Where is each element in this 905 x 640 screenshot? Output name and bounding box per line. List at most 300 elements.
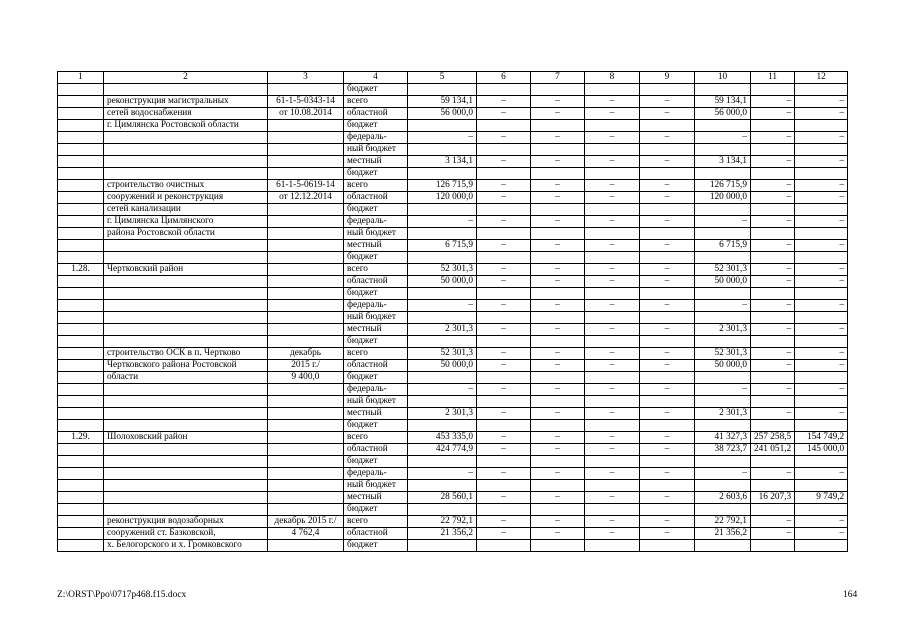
amount-col10: – xyxy=(695,300,751,312)
row-number xyxy=(58,240,104,252)
amount-col6 xyxy=(477,396,531,408)
object-name xyxy=(104,84,268,96)
document-ref xyxy=(268,324,344,336)
amount-col12: – xyxy=(795,528,848,540)
amount-col8: – xyxy=(585,240,640,252)
amount-col11: – xyxy=(751,240,795,252)
column-number: 1 xyxy=(58,72,104,84)
table-row xyxy=(58,144,848,156)
row-number xyxy=(58,132,104,144)
row-number xyxy=(58,228,104,240)
amount-col8: – xyxy=(585,384,640,396)
amount-total: 2 301,3 xyxy=(408,408,477,420)
column-number: 12 xyxy=(795,72,848,84)
table-row xyxy=(58,324,848,336)
funding-source: местный xyxy=(344,408,408,420)
amount-total xyxy=(408,204,477,216)
object-name xyxy=(104,312,268,324)
row-number xyxy=(58,372,104,384)
document-ref: от 12.12.2014 xyxy=(268,192,344,204)
table-row xyxy=(58,312,848,324)
amount-col7 xyxy=(531,396,585,408)
object-name: строительство очистных xyxy=(104,180,268,192)
table-row xyxy=(58,120,848,132)
amount-col8: – xyxy=(585,192,640,204)
amount-col6: – xyxy=(477,444,531,456)
amount-col6: – xyxy=(477,156,531,168)
row-number xyxy=(58,420,104,432)
amount-col10: 41 327,3 xyxy=(695,432,751,444)
amount-total xyxy=(408,540,477,552)
table-row xyxy=(58,156,848,168)
amount-col7 xyxy=(531,456,585,468)
amount-col11 xyxy=(751,480,795,492)
amount-col6: – xyxy=(477,468,531,480)
document-ref: 61-1-5-0619-14 xyxy=(268,180,344,192)
amount-col8: – xyxy=(585,408,640,420)
object-name: реконструкция магистральных xyxy=(104,96,268,108)
amount-total: 21 356,2 xyxy=(408,528,477,540)
amount-total xyxy=(408,168,477,180)
object-name xyxy=(104,396,268,408)
amount-col7: – xyxy=(531,156,585,168)
amount-total: 50 000,0 xyxy=(408,360,477,372)
row-number xyxy=(58,456,104,468)
amount-col11: 241 051,2 xyxy=(751,444,795,456)
amount-col8: – xyxy=(585,180,640,192)
amount-total xyxy=(408,84,477,96)
amount-col10: 3 134,1 xyxy=(695,156,751,168)
amount-col12: – xyxy=(795,156,848,168)
row-number xyxy=(58,312,104,324)
amount-col10: 120 000,0 xyxy=(695,192,751,204)
amount-col11: – xyxy=(751,360,795,372)
amount-col12: 145 000,0 xyxy=(795,444,848,456)
table-row xyxy=(58,264,848,276)
amount-col8 xyxy=(585,144,640,156)
document-ref: 2015 г./ xyxy=(268,360,344,372)
amount-col11 xyxy=(751,204,795,216)
table-row xyxy=(58,468,848,480)
object-name xyxy=(104,492,268,504)
amount-col8: – xyxy=(585,348,640,360)
amount-col11: – xyxy=(751,180,795,192)
amount-col7: – xyxy=(531,324,585,336)
amount-col11 xyxy=(751,84,795,96)
amount-col10: 21 356,2 xyxy=(695,528,751,540)
amount-col6 xyxy=(477,120,531,132)
document-ref xyxy=(268,492,344,504)
amount-col6 xyxy=(477,480,531,492)
column-number: 7 xyxy=(531,72,585,84)
amount-col7: – xyxy=(531,360,585,372)
document-ref xyxy=(268,456,344,468)
object-name xyxy=(104,420,268,432)
amount-col8 xyxy=(585,252,640,264)
object-name xyxy=(104,168,268,180)
amount-col12 xyxy=(795,504,848,516)
row-number xyxy=(58,396,104,408)
amount-col8 xyxy=(585,288,640,300)
amount-col9: – xyxy=(640,384,695,396)
column-number: 9 xyxy=(640,72,695,84)
object-name: г. Цимлянска Ростовской области xyxy=(104,120,268,132)
amount-col12 xyxy=(795,204,848,216)
object-name xyxy=(104,456,268,468)
funding-source: областной xyxy=(344,276,408,288)
amount-col12 xyxy=(795,540,848,552)
amount-col7 xyxy=(531,504,585,516)
amount-col12 xyxy=(795,312,848,324)
table-row xyxy=(58,252,848,264)
amount-col12 xyxy=(795,120,848,132)
amount-total xyxy=(408,144,477,156)
amount-total xyxy=(408,288,477,300)
row-number xyxy=(58,144,104,156)
document-ref xyxy=(268,168,344,180)
funding-source: федераль- xyxy=(344,216,408,228)
amount-col7 xyxy=(531,120,585,132)
amount-col12: – xyxy=(795,132,848,144)
table-row xyxy=(58,396,848,408)
funding-source: ный бюджет xyxy=(344,312,408,324)
table-row xyxy=(58,216,848,228)
funding-source: ный бюджет xyxy=(344,228,408,240)
amount-col7: – xyxy=(531,276,585,288)
amount-col11 xyxy=(751,372,795,384)
funding-source: всего xyxy=(344,432,408,444)
amount-col8: – xyxy=(585,528,640,540)
amount-col10 xyxy=(695,480,751,492)
amount-col11 xyxy=(751,120,795,132)
amount-col8 xyxy=(585,456,640,468)
document-ref xyxy=(268,240,344,252)
table-row xyxy=(58,108,848,120)
table-row xyxy=(58,504,848,516)
amount-col9 xyxy=(640,312,695,324)
row-number xyxy=(58,540,104,552)
amount-col7 xyxy=(531,204,585,216)
amount-col12: – xyxy=(795,264,848,276)
amount-col8: – xyxy=(585,108,640,120)
amount-total xyxy=(408,456,477,468)
amount-col9 xyxy=(640,228,695,240)
row-number xyxy=(58,408,104,420)
amount-col8: – xyxy=(585,96,640,108)
amount-col8 xyxy=(585,480,640,492)
document-ref: от 10.08.2014 xyxy=(268,108,344,120)
amount-total: 50 000,0 xyxy=(408,276,477,288)
amount-col12: – xyxy=(795,276,848,288)
amount-col6 xyxy=(477,84,531,96)
column-number: 3 xyxy=(268,72,344,84)
row-number xyxy=(58,276,104,288)
document-ref xyxy=(268,408,344,420)
amount-total xyxy=(408,480,477,492)
amount-col9: – xyxy=(640,276,695,288)
amount-col8: – xyxy=(585,360,640,372)
document-ref xyxy=(268,300,344,312)
amount-col12 xyxy=(795,168,848,180)
column-number: 6 xyxy=(477,72,531,84)
amount-col9 xyxy=(640,120,695,132)
funding-source: ный бюджет xyxy=(344,144,408,156)
amount-col12: – xyxy=(795,180,848,192)
table-row xyxy=(58,192,848,204)
document-ref xyxy=(268,264,344,276)
document-ref xyxy=(268,420,344,432)
amount-col12 xyxy=(795,480,848,492)
table-row xyxy=(58,492,848,504)
amount-col12 xyxy=(795,144,848,156)
amount-col6: – xyxy=(477,132,531,144)
document-ref xyxy=(268,504,344,516)
object-name xyxy=(104,324,268,336)
amount-col7: – xyxy=(531,384,585,396)
row-number xyxy=(58,252,104,264)
amount-col10: 38 723,7 xyxy=(695,444,751,456)
object-name xyxy=(104,156,268,168)
document-ref: декабрь 2015 г./ xyxy=(268,516,344,528)
amount-col12: – xyxy=(795,240,848,252)
amount-col8: – xyxy=(585,132,640,144)
document-ref xyxy=(268,132,344,144)
amount-col8 xyxy=(585,228,640,240)
amount-col8: – xyxy=(585,264,640,276)
amount-col11 xyxy=(751,144,795,156)
amount-col7: – xyxy=(531,444,585,456)
document-ref xyxy=(268,312,344,324)
amount-col8 xyxy=(585,336,640,348)
amount-col6 xyxy=(477,504,531,516)
amount-col9: – xyxy=(640,432,695,444)
amount-col10 xyxy=(695,396,751,408)
document-ref: 9 400,0 xyxy=(268,372,344,384)
amount-col10 xyxy=(695,456,751,468)
document-ref xyxy=(268,336,344,348)
amount-col10: 52 301,3 xyxy=(695,348,751,360)
row-number: 1.29. xyxy=(58,432,104,444)
amount-col7: – xyxy=(531,180,585,192)
amount-col12: – xyxy=(795,192,848,204)
amount-col11: – xyxy=(751,276,795,288)
amount-total: 22 792,1 xyxy=(408,516,477,528)
amount-col8: – xyxy=(585,216,640,228)
amount-col11: – xyxy=(751,324,795,336)
object-name xyxy=(104,504,268,516)
amount-col11: 257 258,5 xyxy=(751,432,795,444)
amount-col6 xyxy=(477,420,531,432)
table-row xyxy=(58,276,848,288)
object-name: сетей водоснабжения xyxy=(104,108,268,120)
table-row xyxy=(58,240,848,252)
amount-col6: – xyxy=(477,408,531,420)
amount-col10: 59 134,1 xyxy=(695,96,751,108)
funding-source: федераль- xyxy=(344,132,408,144)
funding-source: областной xyxy=(344,528,408,540)
table-row xyxy=(58,372,848,384)
object-name xyxy=(104,468,268,480)
table-row xyxy=(58,540,848,552)
amount-col12: – xyxy=(795,468,848,480)
amount-col6 xyxy=(477,456,531,468)
object-name xyxy=(104,384,268,396)
amount-col9: – xyxy=(640,528,695,540)
funding-source: местный xyxy=(344,492,408,504)
amount-total: – xyxy=(408,216,477,228)
amount-col6: – xyxy=(477,276,531,288)
amount-col10: – xyxy=(695,132,751,144)
amount-total: – xyxy=(408,132,477,144)
amount-col8 xyxy=(585,420,640,432)
amount-col6 xyxy=(477,144,531,156)
amount-col9 xyxy=(640,288,695,300)
amount-col11 xyxy=(751,336,795,348)
amount-col9: – xyxy=(640,216,695,228)
amount-col10 xyxy=(695,204,751,216)
document-ref: декабрь xyxy=(268,348,344,360)
funding-source: федераль- xyxy=(344,384,408,396)
funding-source: бюджет xyxy=(344,252,408,264)
table-row xyxy=(58,360,848,372)
file-path: Z:\ORST\Ppo\0717p468.f15.docx xyxy=(57,590,187,600)
amount-col11 xyxy=(751,168,795,180)
amount-total xyxy=(408,504,477,516)
amount-col8 xyxy=(585,312,640,324)
amount-total: 28 560,1 xyxy=(408,492,477,504)
amount-total xyxy=(408,228,477,240)
amount-col6 xyxy=(477,312,531,324)
amount-col7 xyxy=(531,252,585,264)
table-row xyxy=(58,96,848,108)
amount-col10: 22 792,1 xyxy=(695,516,751,528)
row-number xyxy=(58,288,104,300)
amount-col8 xyxy=(585,120,640,132)
amount-col9: – xyxy=(640,180,695,192)
amount-col8: – xyxy=(585,468,640,480)
amount-total: 424 774,9 xyxy=(408,444,477,456)
amount-col8 xyxy=(585,84,640,96)
amount-col9: – xyxy=(640,192,695,204)
table-row xyxy=(58,420,848,432)
object-name: реконструкция водозаборных xyxy=(104,516,268,528)
amount-total xyxy=(408,420,477,432)
row-number xyxy=(58,528,104,540)
table-row xyxy=(58,408,848,420)
object-name xyxy=(104,444,268,456)
funding-source: местный xyxy=(344,240,408,252)
amount-col11: – xyxy=(751,348,795,360)
amount-col10: – xyxy=(695,468,751,480)
amount-col7: – xyxy=(531,96,585,108)
table-row xyxy=(58,336,848,348)
amount-col10: 126 715,9 xyxy=(695,180,751,192)
amount-col10 xyxy=(695,336,751,348)
row-number xyxy=(58,336,104,348)
amount-total xyxy=(408,252,477,264)
row-number xyxy=(58,492,104,504)
amount-col9: – xyxy=(640,360,695,372)
amount-col7: – xyxy=(531,408,585,420)
amount-col7 xyxy=(531,228,585,240)
amount-col12 xyxy=(795,336,848,348)
amount-col7 xyxy=(531,480,585,492)
amount-col11 xyxy=(751,420,795,432)
column-number: 5 xyxy=(408,72,477,84)
document-ref xyxy=(268,84,344,96)
amount-col9: – xyxy=(640,444,695,456)
amount-col11: – xyxy=(751,516,795,528)
amount-total: 52 301,3 xyxy=(408,348,477,360)
amount-total: – xyxy=(408,300,477,312)
object-name: Шолоховский район xyxy=(104,432,268,444)
amount-col11 xyxy=(751,312,795,324)
amount-col11: – xyxy=(751,96,795,108)
object-name: строительство ОСК в п. Чертково xyxy=(104,348,268,360)
page-number: 164 xyxy=(843,590,858,600)
object-name xyxy=(104,276,268,288)
document-ref xyxy=(268,288,344,300)
amount-col6 xyxy=(477,336,531,348)
document-ref xyxy=(268,144,344,156)
amount-col10 xyxy=(695,84,751,96)
amount-col9 xyxy=(640,504,695,516)
amount-col11 xyxy=(751,540,795,552)
amount-total xyxy=(408,396,477,408)
amount-total xyxy=(408,120,477,132)
document-ref xyxy=(268,276,344,288)
amount-col10: – xyxy=(695,216,751,228)
amount-col10 xyxy=(695,372,751,384)
row-number xyxy=(58,468,104,480)
document-ref: 61-1-5-0343-14 xyxy=(268,96,344,108)
amount-col7: – xyxy=(531,264,585,276)
document-ref xyxy=(268,468,344,480)
amount-col11: – xyxy=(751,192,795,204)
amount-col6: – xyxy=(477,300,531,312)
amount-col6: – xyxy=(477,492,531,504)
row-number xyxy=(58,108,104,120)
amount-col6: – xyxy=(477,360,531,372)
document-ref xyxy=(268,204,344,216)
amount-col9 xyxy=(640,540,695,552)
amount-col6: – xyxy=(477,384,531,396)
amount-col10: 50 000,0 xyxy=(695,276,751,288)
object-name xyxy=(104,300,268,312)
amount-col12: 154 749,2 xyxy=(795,432,848,444)
amount-col11: – xyxy=(751,528,795,540)
amount-col9 xyxy=(640,420,695,432)
object-name xyxy=(104,252,268,264)
row-number xyxy=(58,300,104,312)
funding-source: местный xyxy=(344,156,408,168)
amount-col10 xyxy=(695,144,751,156)
amount-total xyxy=(408,372,477,384)
amount-col7 xyxy=(531,288,585,300)
amount-col12 xyxy=(795,252,848,264)
amount-col7: – xyxy=(531,432,585,444)
funding-source: бюджет xyxy=(344,420,408,432)
row-number xyxy=(58,444,104,456)
amount-col6: – xyxy=(477,192,531,204)
amount-col11 xyxy=(751,504,795,516)
funding-source: федераль- xyxy=(344,300,408,312)
funding-source: бюджет xyxy=(344,204,408,216)
amount-col10 xyxy=(695,312,751,324)
document-ref xyxy=(268,384,344,396)
funding-source: бюджет xyxy=(344,288,408,300)
amount-col6: – xyxy=(477,324,531,336)
